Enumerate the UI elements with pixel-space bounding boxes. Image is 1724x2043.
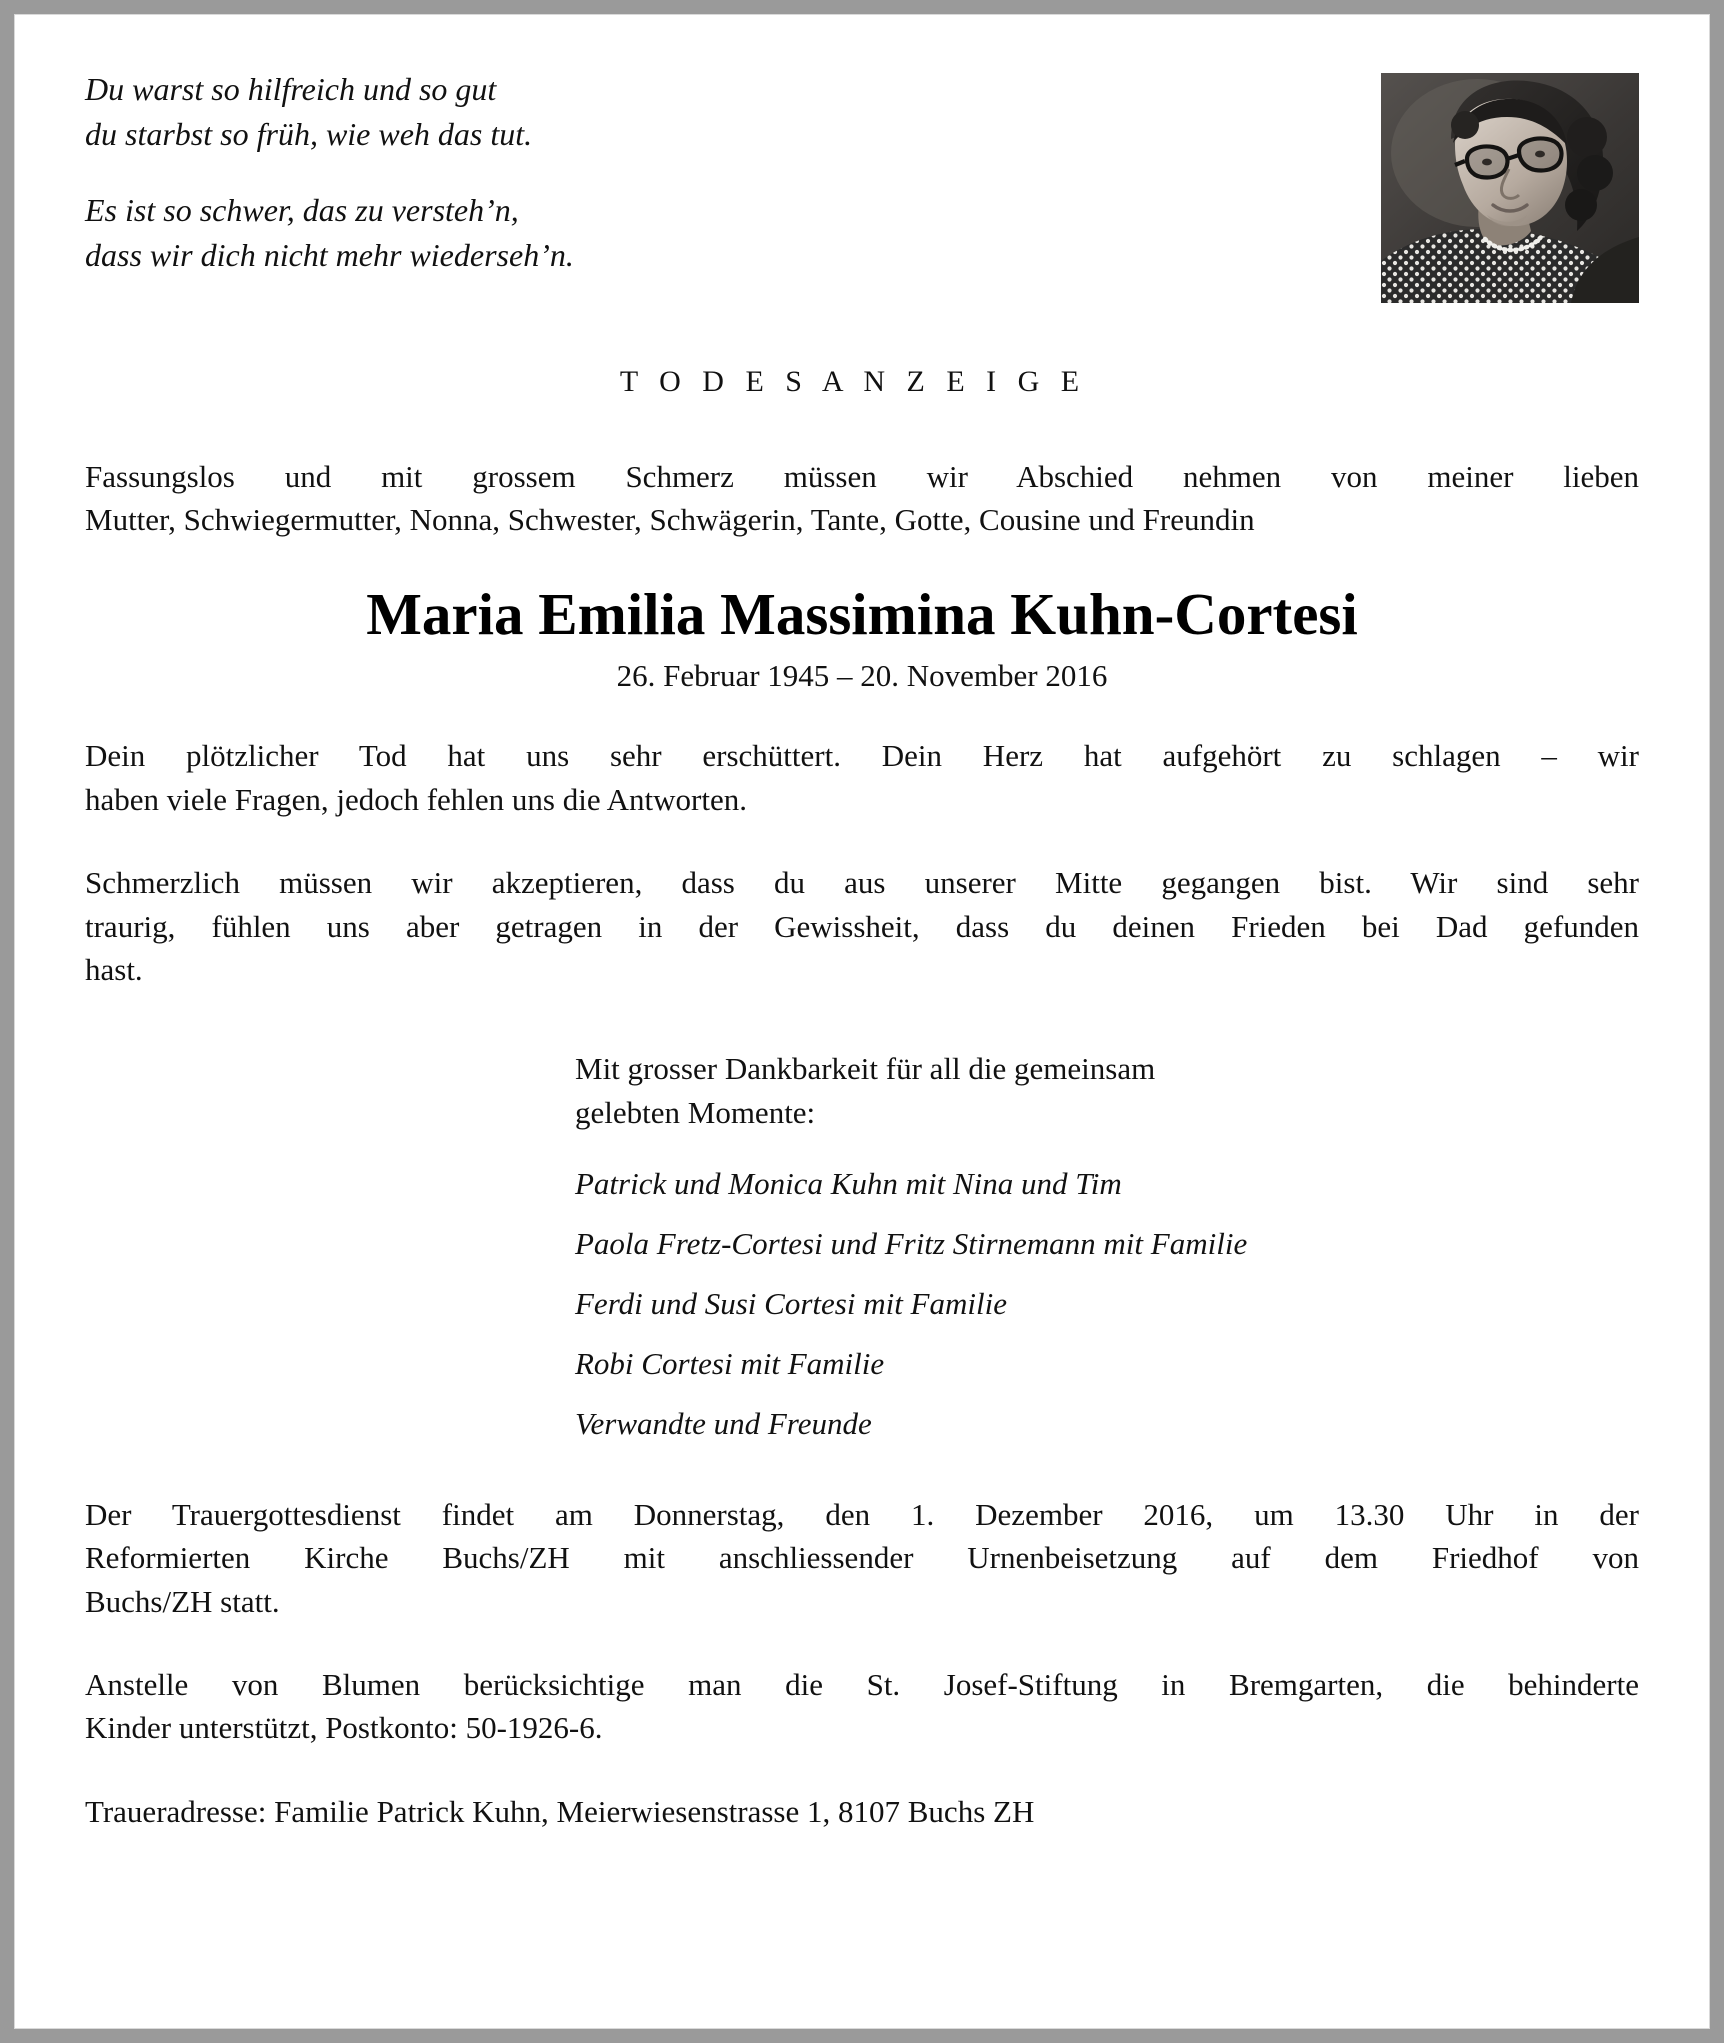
list-item: Verwandte und Freunde xyxy=(575,1405,872,1441)
memorial-verse xyxy=(85,67,845,279)
obituary-sheet xyxy=(14,14,1710,2029)
donations-line-1: Anstelle von Blumen berücksichtige man die St. Josef-Stiftung in Bremgarten, die behinderte xyxy=(85,1667,1639,1703)
donations-line-2: Kinder unterstützt, Postkonto: 50-1926-6. xyxy=(85,1710,603,1746)
list-item: Paola Fretz-Cortesi und Fritz Stirnemann mit Familie xyxy=(575,1226,1248,1262)
list-item: Patrick und Monica Kuhn mit Nina und Tim xyxy=(575,1166,1122,1202)
verse-line-1: Du warst so hilfreich und so gut xyxy=(85,71,497,107)
survivors-list xyxy=(575,1162,1639,1447)
paragraph-1 xyxy=(85,734,1639,821)
paragraph-2-line-2: traurig, fühlen uns aber getragen in der Gewissheit, dass du deinen Frieden bei Dad gefunden xyxy=(85,908,1639,944)
verse-line-3: Es ist so schwer, das zu versteh’n, xyxy=(85,191,519,228)
thanks-intro-line-2: gelebten Momente: xyxy=(575,1094,816,1130)
intro-line-1: Fassungslos und mit grossem Schmerz müssen wir Abschied nehmen von meiner lieben xyxy=(85,458,1639,494)
paragraph-2 xyxy=(85,861,1639,991)
verse-line-2: du starbst so früh, wie weh das tut. xyxy=(85,116,533,153)
service-line-3: Buchs/ZH statt. xyxy=(85,1583,280,1619)
intro-paragraph xyxy=(85,455,1639,542)
notice-heading: T O D E S A N Z E I G E xyxy=(619,364,1087,398)
verse-line-4: dass wir dich nicht mehr wiederseh’n. xyxy=(85,237,574,274)
donations-paragraph xyxy=(85,1663,1639,1750)
mourning-address: Traueradresse: Familie Patrick Kuhn, Meierwiesenstrasse 1, 8107 Buchs ZH xyxy=(85,1793,1035,1829)
portrait-photo xyxy=(1381,73,1639,303)
list-item: Robi Cortesi mit Familie xyxy=(575,1345,885,1381)
service-paragraph xyxy=(85,1493,1639,1623)
paragraph-2-line-1: Schmerzlich müssen wir akzeptieren, dass du aus unserer Mitte gegangen bist. Wir sind sehr xyxy=(85,865,1639,901)
thanks-intro-line-1: Mit grosser Dankbarkeit für all die gemeinsam xyxy=(575,1051,1156,1087)
verse-stanza-2 xyxy=(85,188,845,279)
deceased-name: Maria Emilia Massimina Kuhn-Cortesi xyxy=(366,580,1358,647)
thanks-block xyxy=(85,1047,1639,1446)
verse-stanza-1 xyxy=(85,67,845,158)
intro-line-2: Mutter, Schwiegermutter, Nonna, Schwester, Schwägerin, Tante, Gotte, Cousine und Freundin xyxy=(85,502,1255,538)
service-line-1: Der Trauergottesdienst findet am Donnerstag, den 1. Dezember 2016, um 13.30 Uhr in der xyxy=(85,1496,1639,1532)
list-item: Ferdi und Susi Cortesi mit Familie xyxy=(575,1286,1007,1322)
thanks-intro xyxy=(575,1047,1639,1134)
paragraph-1-line-1: Dein plötzlicher Tod hat uns sehr erschüttert. Dein Herz hat aufgehört zu schlagen – wir xyxy=(85,738,1639,774)
service-line-2: Reformierten Kirche Buchs/ZH mit anschliessender Urnenbeisetzung auf dem Friedhof von xyxy=(85,1540,1639,1576)
paragraph-2-line-3: hast. xyxy=(85,951,143,987)
deceased-dates: 26. Februar 1945 – 20. November 2016 xyxy=(616,658,1108,694)
paragraph-1-line-2: haben viele Fragen, jedoch fehlen uns die Antworten. xyxy=(85,781,747,817)
